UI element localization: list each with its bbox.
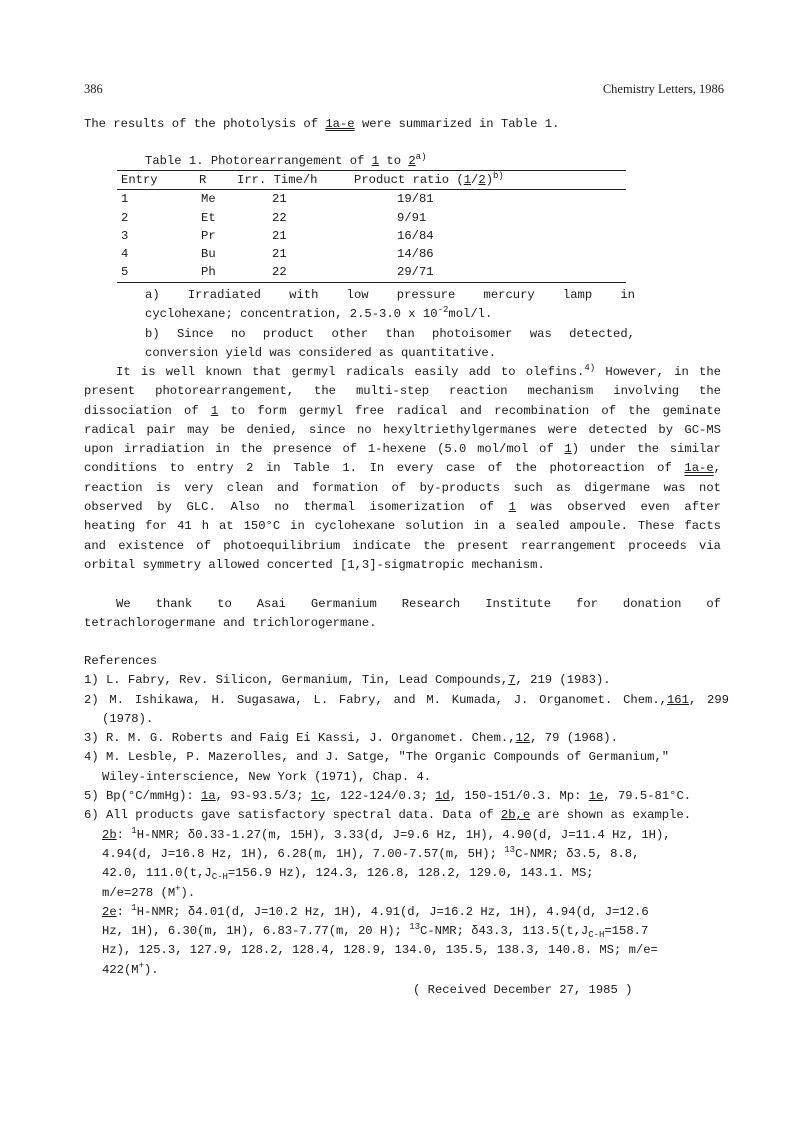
reference-2-cont: (1978).: [102, 711, 154, 726]
table-1: [117, 152, 626, 283]
references-heading: References: [84, 654, 158, 668]
reference-2: 2) M. Ishikawa, H. Sugasawa, L. Fabry, and M. Kumada, J. Organomet. Chem.,161, 299: [84, 692, 729, 707]
reference-6-cont: 2e: $^1$H-NMR; δ4.01(d, J=10.2 Hz, 1H), 4.91(d, J=16.2 Hz, 1H), 4.94(d, J=12.6: [102, 902, 649, 919]
r-cell: Et: [201, 210, 216, 225]
intro-sentence: The results of the photolysis of 1a-e were summarized in Table 1.: [84, 117, 560, 131]
r-cell: Me: [201, 192, 216, 207]
received-date: ( Received December 27, 1985 ): [413, 983, 633, 997]
footnote-a-line-2: cyclohexane; concentration, 2.5-3.0 x $10^{-2}mol/l$.: [145, 305, 493, 322]
compound-ref: 1a-e: [325, 117, 355, 131]
r-cell: Bu: [201, 247, 216, 262]
r-cell: Ph: [201, 265, 216, 280]
header-product-ratio: Product ratio $(1/2)^{b)}$: [354, 171, 504, 187]
table-row: [117, 209, 626, 227]
references: [84, 652, 729, 980]
time-cell: 21: [272, 192, 287, 207]
table-bottom-rule: [117, 282, 626, 283]
table-row: [117, 245, 626, 263]
time-cell: 22: [272, 210, 287, 225]
entry-cell: 2: [121, 210, 129, 225]
body-line: present photorearrangement, the multi-step reaction mechanism involving the: [84, 384, 721, 399]
ratio-cell: 16/84: [397, 228, 434, 243]
entry-cell: 4: [121, 247, 129, 262]
ratio-cell: 29/71: [397, 265, 434, 280]
table-row: [117, 263, 626, 281]
table-row: [117, 190, 626, 208]
body-line: radical pair may be denied, since no hexyltriethylgermanes were detected by GC-MS: [84, 422, 721, 437]
reference-6-cont: 422(M+).: [102, 960, 159, 977]
footnote-a-line-1: a) Irradiated with low pressure mercury lamp in: [145, 288, 635, 302]
ack-line-1: We thank to Asai Germanium Research Institute for donation of: [116, 597, 721, 611]
body-line: reaction is very clean and formation of by-products such as digermane was not: [84, 480, 721, 495]
entry-cell: 5: [121, 265, 129, 280]
footnote-b-line-1: b) Since no product other than photoisomer was detected,: [145, 326, 635, 341]
body-line: dissociation of 1 to form germyl free radical and recombination of the geminate: [84, 403, 721, 418]
table-caption: Table 1. Photorearrangement of 1 to 2$^{a)}$: [145, 152, 427, 168]
table-body: [117, 190, 626, 281]
reference-1: 1) L. Fabry, Rev. Silicon, Germanium, Tin, Lead Compounds,7, 219 (1983).: [84, 673, 611, 688]
reference-4: 4) M. Lesble, P. Mazerolles, and J. Satge, "The Organic Compounds of Germanium,": [84, 750, 670, 765]
time-cell: 21: [272, 228, 287, 243]
ratio-cell: 14/86: [397, 247, 434, 262]
ratio-cell: 19/81: [397, 192, 434, 207]
table-row: [117, 227, 626, 245]
reference-6-cont: Hz, 1H), 6.30(m, 1H), 6.83-7.77(m, 20 H); $^{13}$C-NMR; δ43.3, $113.5(t,J_{C-H}=158.7$: [102, 922, 649, 941]
body-line: heating for 41 h at 150°C in cyclohexane solution in a sealed ampoule. These facts: [84, 519, 721, 534]
time-cell: 21: [272, 247, 287, 262]
header-r: R: [199, 173, 207, 187]
reference-4-cont: Wiley-interscience, New York (1971), Chap. 4.: [102, 769, 432, 784]
footnote-b-line-2: conversion yield was considered as quantitative.: [145, 345, 497, 360]
r-cell: Pr: [201, 228, 216, 243]
journal-name: Chemistry Letters, 1986: [602, 82, 724, 96]
table-header-row: [117, 171, 626, 189]
entry-cell: 3: [121, 228, 129, 243]
running-header: [84, 82, 724, 102]
reference-6: 6) All products gave satisfactory spectral data. Data of 2b,e are shown as example.: [84, 808, 692, 823]
header-entry: Entry: [121, 173, 158, 187]
header-irr-time: Irr. Time/h: [237, 173, 318, 187]
time-cell: 22: [272, 265, 287, 280]
reference-5: 5) Bp(°C/mmHg): 1a, 93-93.5/3; 1c, 122-124/0.3; 1d, 150-151/0.3. Mp: 1e, 79.5-81°C.: [84, 789, 692, 804]
entry-cell: 1: [121, 192, 129, 207]
reference-6-cont: 42.0, $111.0(t,J_{C-H}=156.9$ Hz), 124.3, 126.8, 128.2, 129.0, 143.1. MS;: [102, 866, 594, 883]
body-line: orbital symmetry allowed concerted [1,3]-sigmatropic mechanism.: [84, 557, 545, 572]
body-line: upon irradiation in the presence of 1-hexene (5.0 mol/mol of 1) under the similar: [84, 442, 721, 457]
reference-3: 3) R. M. G. Roberts and Faig Ei Kassi, J. Organomet. Chem.,12, 79 (1968).: [84, 731, 618, 746]
body-line: observed by GLC. Also no thermal isomerization of 1 was observed even after: [84, 500, 721, 515]
reference-6-cont: 2b: $^1$H-NMR; δ0.33-1.27(m, 15H), 3.33(d, J=9.6 Hz, 1H), 4.90(d, J=11.4 Hz, 1H),: [102, 825, 671, 842]
ack-line-2: tetrachlorogermane and trichlorogermane.: [84, 616, 377, 631]
table-footnotes: [145, 286, 635, 363]
reference-6-cont: Hz), 125.3, 127.9, 128.2, 128.4, 128.9, 134.0, 135.5, 138.3, 140.8. MS; m/e=: [102, 943, 658, 958]
reference-6-cont: 4.94(d, J=16.8 Hz, 1H), 6.28(m, 1H), 7.00-7.57(m, 5H); $^{13}$C-NMR; δ3.5, 8.8,: [102, 844, 640, 861]
body-line: It is well known that germyl radicals easily add to olefins.$^{4)}$ However, in the: [116, 363, 721, 379]
page-number: 386: [84, 82, 103, 96]
ratio-cell: 9/91: [397, 210, 427, 225]
reference-6-cont: m/e=278 (M+).: [102, 883, 196, 900]
body-line: conditions to entry 2 in Table 1. In every case of the photoreaction of 1a-e,: [84, 461, 721, 476]
acknowledgement: [84, 595, 721, 634]
discussion-paragraph: [84, 363, 721, 575]
body-line: and existence of photoequilibrium indicate the present rearrangement proceeds via: [84, 538, 721, 553]
